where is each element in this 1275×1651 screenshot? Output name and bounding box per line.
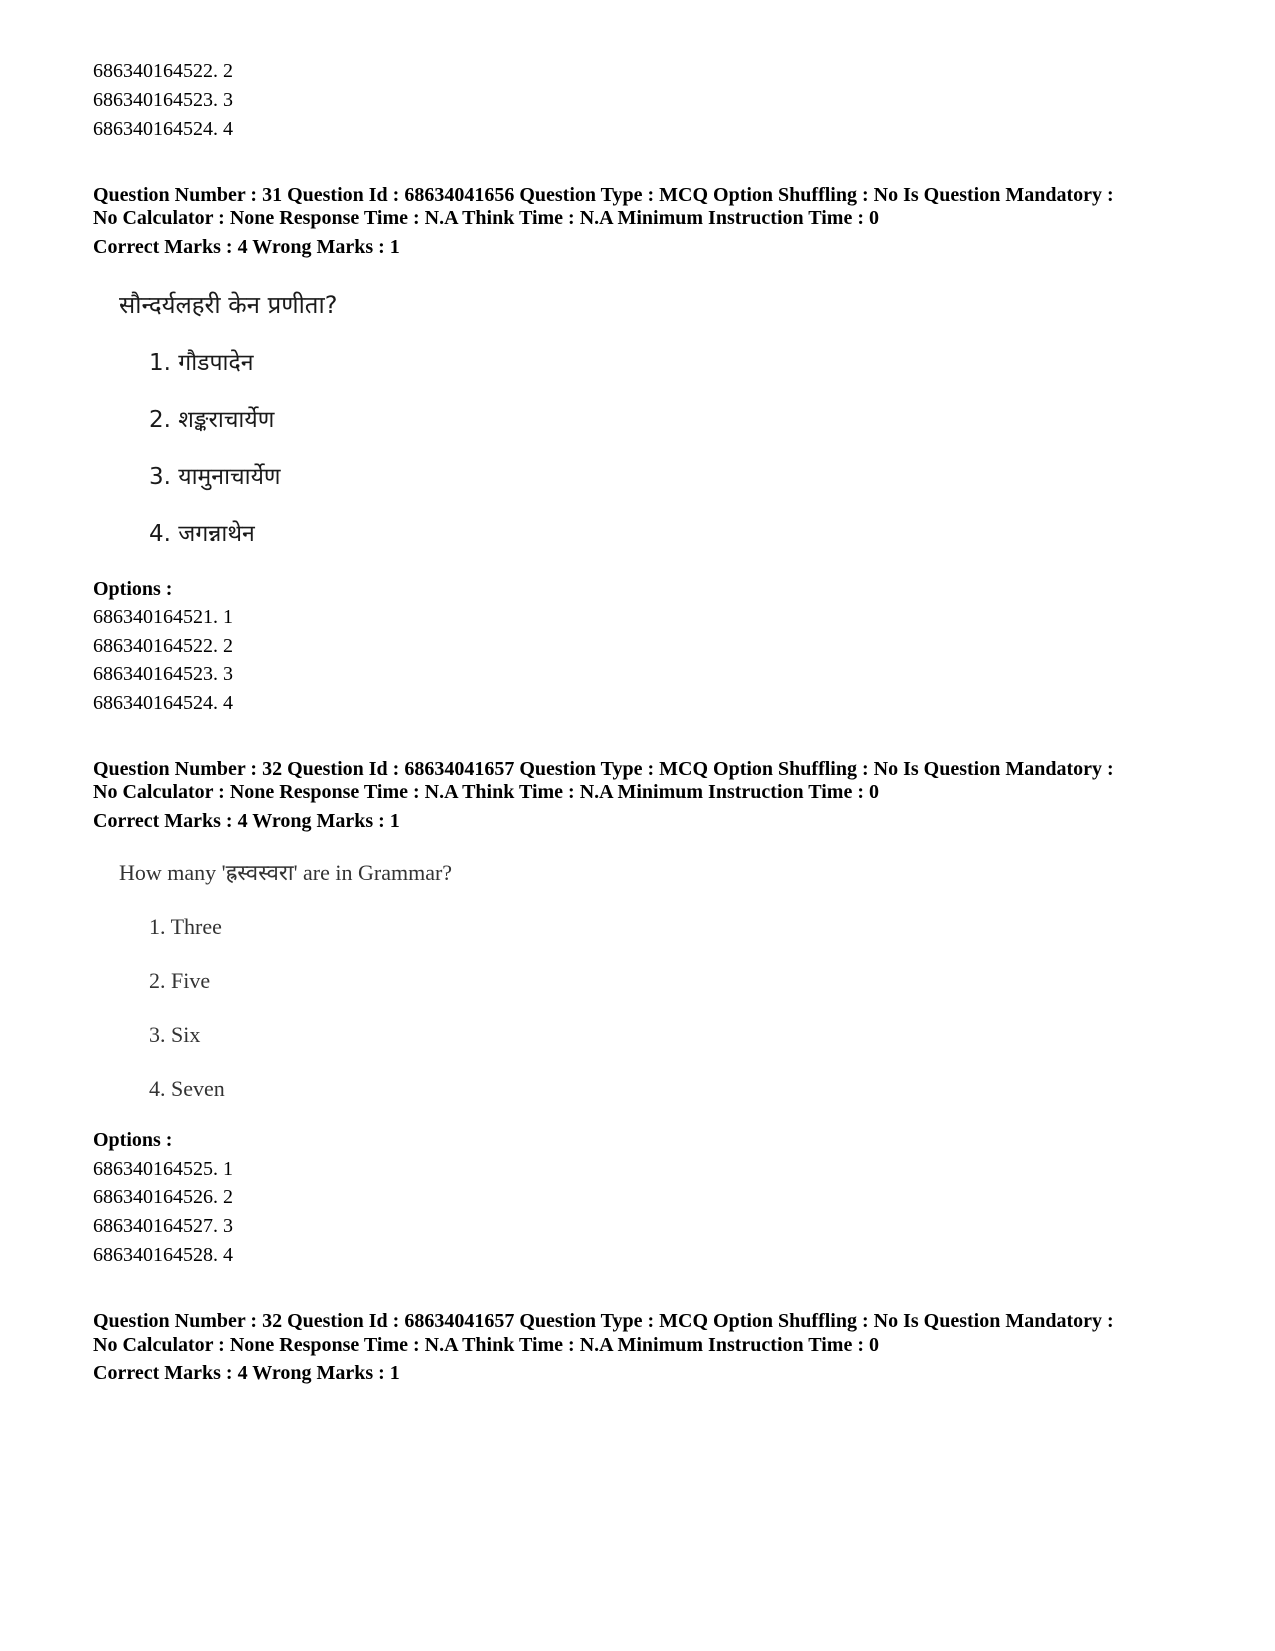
- question-header-line1: Question Number : 32 Question Id : 68634041657 Question Type : MCQ Option Shuffling : No Is Question Mandatory :: [93, 758, 1114, 780]
- option-line: 686340164522. 2: [93, 60, 233, 82]
- option-line: 686340164524. 4: [93, 118, 233, 140]
- option-line: 686340164523. 3: [93, 663, 233, 685]
- question-text: How many 'ह्रस्वस्वरा' are in Grammar?: [119, 860, 453, 885]
- question-choice: 1. गौडपादेन: [149, 350, 254, 376]
- question-header-line2: No Calculator : None Response Time : N.A Think Time : N.A Minimum Instruction Time : 0: [93, 207, 879, 229]
- question-header-line2: No Calculator : None Response Time : N.A Think Time : N.A Minimum Instruction Time : 0: [93, 781, 879, 803]
- question-header-line1: Question Number : 31 Question Id : 68634041656 Question Type : MCQ Option Shuffling : No Is Question Mandatory :: [93, 184, 1114, 206]
- option-line: 686340164523. 3: [93, 89, 233, 111]
- question-choice: 1. Three: [149, 914, 222, 939]
- options-label: Options :: [93, 1129, 173, 1151]
- option-line: 686340164521. 1: [93, 606, 233, 628]
- question-marks: Correct Marks : 4 Wrong Marks : 1: [93, 1362, 400, 1384]
- option-line: 686340164524. 4: [93, 692, 233, 714]
- question-choice: 3. यामुनाचार्येण: [149, 464, 281, 490]
- question-marks: Correct Marks : 4 Wrong Marks : 1: [93, 810, 400, 832]
- options-label: Options :: [93, 578, 173, 600]
- option-line: 686340164527. 3: [93, 1215, 233, 1237]
- question-marks: Correct Marks : 4 Wrong Marks : 1: [93, 236, 400, 258]
- question-header-line1: Question Number : 32 Question Id : 68634041657 Question Type : MCQ Option Shuffling : No Is Question Mandatory :: [93, 1310, 1114, 1332]
- option-line: 686340164522. 2: [93, 635, 233, 657]
- question-text: सौन्दर्यलहरी केन प्रणीता?: [119, 291, 338, 319]
- question-choice: 3. Six: [149, 1022, 201, 1047]
- option-line: 686340164525. 1: [93, 1158, 233, 1180]
- question-choice: 4. जगन्नाथेन: [149, 521, 255, 547]
- option-line: 686340164526. 2: [93, 1186, 233, 1208]
- question-choice: 4. Seven: [149, 1076, 225, 1101]
- option-line: 686340164528. 4: [93, 1244, 233, 1266]
- question-header-line2: No Calculator : None Response Time : N.A Think Time : N.A Minimum Instruction Time : 0: [93, 1334, 879, 1356]
- question-choice: 2. शङ्कराचार्येण: [149, 407, 275, 433]
- question-choice: 2. Five: [149, 968, 211, 993]
